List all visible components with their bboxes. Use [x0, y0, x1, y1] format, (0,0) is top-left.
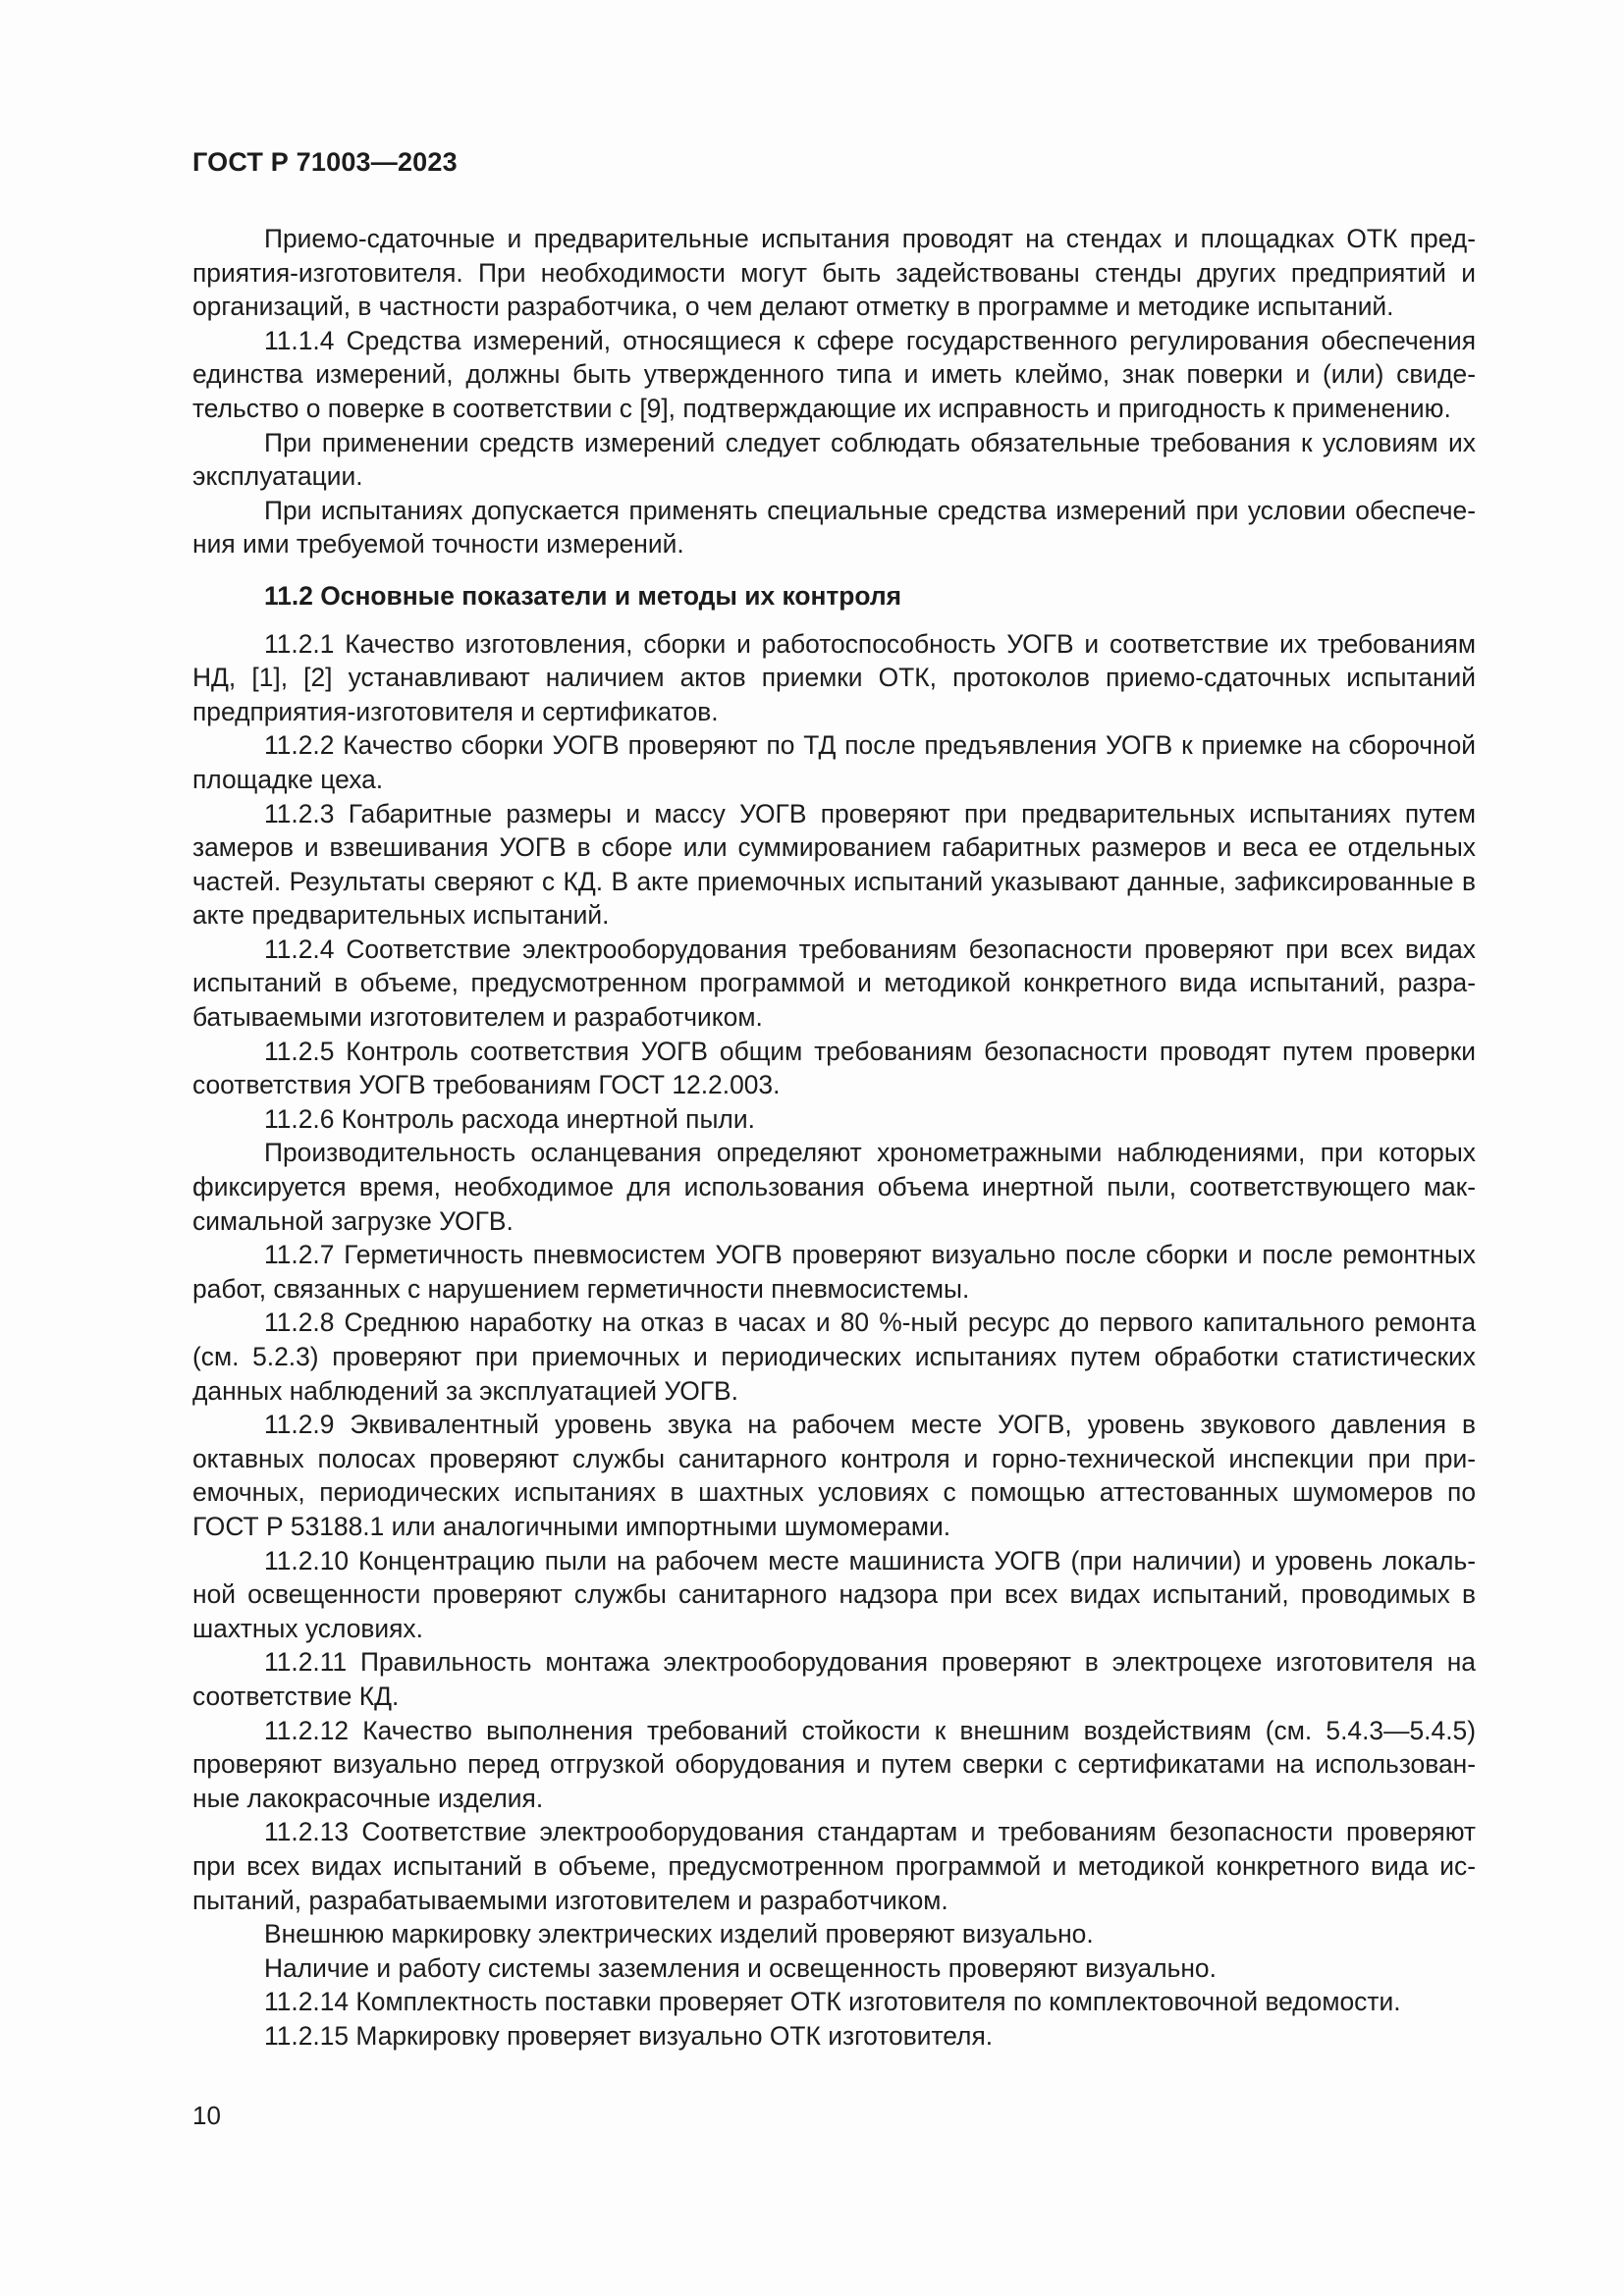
- paragraph: 11.2.9 Эквивалентный уровень звука на рабочем месте УОГВ, уровень звукового давления в октавных полосах проверяют службы санитарного контроля и горно-технической инспекции при приемочных, периодических испытаниях в шахтных условиях с помощью аттестованных шумомеров по ГОСТ Р 53188.1 или аналогичными импортными шумомерами.: [192, 1410, 1476, 1541]
- paragraph: Приемо-сдаточные и предварительные испытания проводят на стендах и площадках ОТК предприятия-изготовителя. При необходимости могут быть задействованы стенды других предприятий и организаций, в частности разработчика, о чем делают отметку в программе и методике испытаний.: [192, 224, 1476, 322]
- paragraph: 11.2.11 Правильность монтажа электрооборудования проверяют в электроцехе изготовителя на соответствие КД.: [192, 1647, 1476, 1711]
- paragraph: Производительность осланцевания определяют хронометражными наблюдениями, при которых фиксируется время, необходимое для использования объема инертной пыли, соответствующего максимальной загрузке УОГВ.: [192, 1138, 1476, 1236]
- paragraph: 11.2.10 Концентрацию пыли на рабочем месте машиниста УОГВ (при наличии) и уровень локальной освещенности проверяют службы санитарного надзора при всех видах испытаний, проводимых в шахтных условиях.: [192, 1545, 1476, 1643]
- paragraph: 11.1.4 Средства измерений, относящиеся к сфере государственного регулирования обеспечения единства измерений, должны быть утвержденного типа и иметь клеймо, знак поверки и (или) свидетельство о поверке в соответствии с [9], подтверждающие их исправность и пригодность к применению.: [192, 325, 1476, 423]
- paragraph: Наличие и работу системы заземления и освещенность проверяют визуально.: [264, 1952, 1217, 1983]
- section-heading: 11.2 Основные показатели и методы их контроля: [264, 580, 902, 611]
- paragraph: 11.2.8 Среднюю наработку на отказ в часах и 80 %-ный ресурс до первого капитального ремонта (см. 5.2.3) проверяют при приемочных и периодических испытаниях путем обработки статистических данных наблюдений за эксплуатацией УОГВ.: [192, 1308, 1476, 1406]
- paragraph: При применении средств измерений следует соблюдать обязательные требования к условиям их эксплуатации.: [192, 427, 1476, 492]
- document-header-code: ГОСТ Р 71003—2023: [192, 147, 458, 177]
- paragraph: 11.2.15 Маркировку проверяет визуально ОТК изготовителя.: [264, 2020, 994, 2051]
- paragraph: 11.2.13 Соответствие электрооборудования стандартам и требованиям безопасности проверяют при всех видах испытаний в объеме, предусмотренном программой и методикой конкретного вида испытаний, разрабатываемыми изготовителем и разработчиком.: [192, 1817, 1476, 1915]
- paragraph: Внешнюю маркировку электрических изделий проверяют визуально.: [264, 1919, 1094, 1949]
- paragraph: 11.2.12 Качество выполнения требований стойкости к внешним воздействиям (см. 5.4.3—5.4.5) проверяют визуально перед отгрузкой оборудования и путем сверки с сертификатами на использованные лакокрасочные изделия.: [192, 1715, 1476, 1813]
- page-number: 10: [192, 2101, 221, 2130]
- paragraph: 11.2.14 Комплектность поставки проверяет ОТК изготовителя по комплектовочной ведомости.: [264, 1987, 1401, 2017]
- document-body: [192, 222, 1476, 2053]
- paragraph: 11.2.4 Соответствие электрооборудования требованиям безопасности проверяют при всех видах испытаний в объеме, предусмотренном программой и методикой конкретного вида испытаний, разрабатываемыми изготовителем и разработчиком.: [192, 934, 1476, 1033]
- paragraph: 11.2.5 Контроль соответствия УОГВ общим требованиям безопасности проводят путем проверки соответствия УОГВ требованиям ГОСТ 12.2.003.: [192, 1036, 1476, 1100]
- paragraph: 11.2.7 Герметичность пневмосистем УОГВ проверяют визуально после сборки и после ремонтных работ, связанных с нарушением герметичности пневмосистемы.: [192, 1240, 1476, 1304]
- paragraph: 11.2.2 Качество сборки УОГВ проверяют по ТД после предъявления УОГВ к приемке на сборочной площадке цеха.: [192, 730, 1476, 794]
- paragraph: 11.2.6 Контроль расхода инертной пыли.: [264, 1103, 755, 1134]
- paragraph: 11.2.3 Габаритные размеры и массу УОГВ проверяют при предварительных испытаниях путем замеров и взвешивания УОГВ в сборе или суммированием габаритных размеров и веса ее отдельных частей. Результаты сверяют с КД. В акте приемочных испытаний указывают данные, зафиксированные в акте предварительных испытаний.: [192, 798, 1476, 931]
- paragraph: 11.2.1 Качество изготовления, сборки и работоспособность УОГВ и соответствие их требованиям НД, [1], [2] устанавливают наличием актов приемки ОТК, протоколов приемо-сдаточных испытаний предприятия-изготовителя и сертификатов.: [192, 628, 1476, 726]
- paragraph: При испытаниях допускается применять специальные средства измерений при условии обеспечения ими требуемой точности измерений.: [192, 495, 1476, 560]
